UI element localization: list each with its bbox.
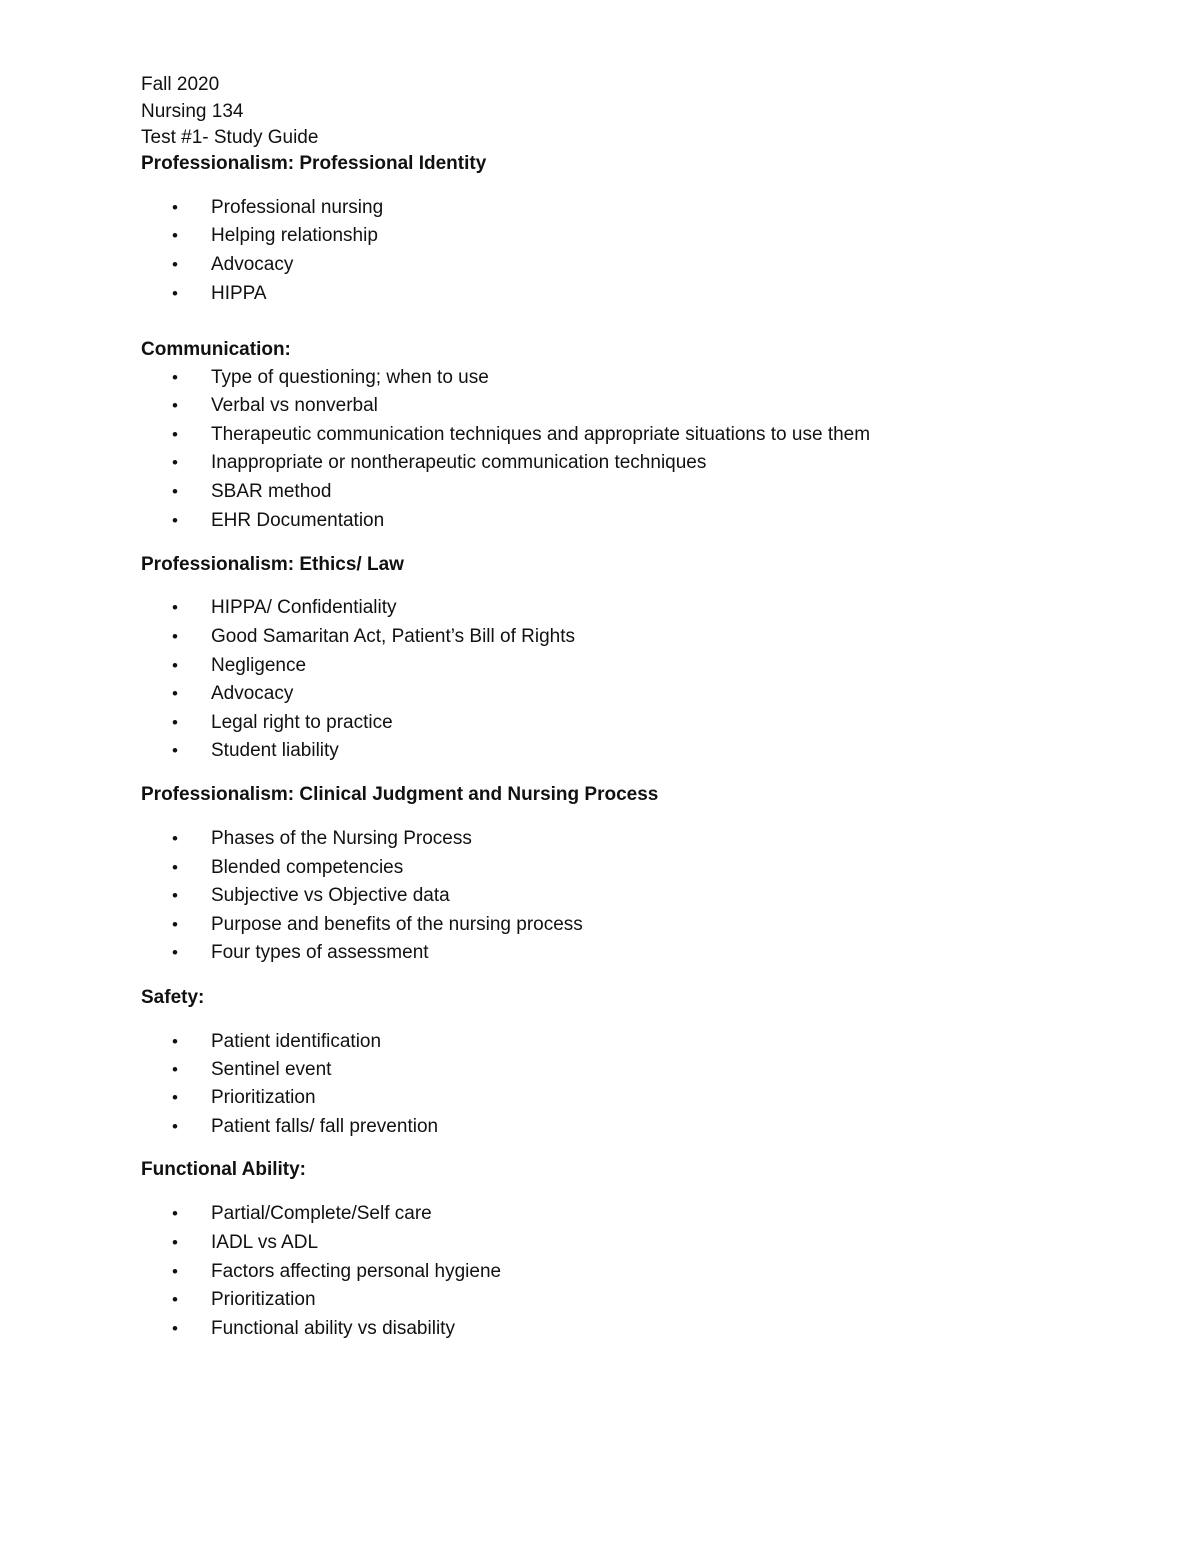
list-item: • Advocacy	[172, 683, 294, 704]
bullet-icon: •	[172, 368, 178, 387]
section-heading-ethics-law: Professionalism: Ethics/ Law	[141, 554, 404, 575]
bullet-icon: •	[172, 684, 178, 703]
list-item: • Professional nursing	[172, 197, 384, 218]
bullet-icon: •	[172, 829, 178, 848]
list-item: • Negligence	[172, 655, 307, 676]
bullet-icon: •	[172, 943, 178, 962]
bullet-icon: •	[172, 511, 178, 530]
term-line: Fall 2020	[141, 74, 220, 95]
section-heading-professional-identity: Professionalism: Professional Identity	[141, 153, 487, 174]
bullet-icon: •	[172, 741, 178, 760]
document-title: Test #1- Study Guide	[141, 127, 319, 148]
section-heading-safety: Safety:	[141, 987, 205, 1008]
section-heading-clinical-judgment: Professionalism: Clinical Judgment and Nursing Process	[141, 784, 659, 805]
list-item: • EHR Documentation	[172, 510, 385, 531]
list-item: • Legal right to practice	[172, 712, 393, 733]
bullet-icon: •	[172, 713, 178, 732]
bullet-icon: •	[172, 656, 178, 675]
list-item: • Good Samaritan Act, Patient’s Bill of Rights	[172, 626, 575, 647]
list-item: • HIPPA/ Confidentiality	[172, 597, 397, 618]
bullet-icon: •	[172, 1032, 178, 1051]
course-line: Nursing 134	[141, 101, 244, 122]
bullet-icon: •	[172, 396, 178, 415]
bullet-icon: •	[172, 226, 178, 245]
list-item: • Student liability	[172, 740, 339, 761]
list-item: • Patient falls/ fall prevention	[172, 1116, 439, 1137]
bullet-icon: •	[172, 1233, 178, 1252]
bullet-icon: •	[172, 886, 178, 905]
bullet-icon: •	[172, 1117, 178, 1136]
list-item: • Prioritization	[172, 1289, 316, 1310]
bullet-icon: •	[172, 1262, 178, 1281]
list-item: • Functional ability vs disability	[172, 1318, 455, 1339]
bullet-icon: •	[172, 915, 178, 934]
list-item: • Factors affecting personal hygiene	[172, 1261, 502, 1282]
list-item: • SBAR method	[172, 481, 332, 502]
bullet-icon: •	[172, 1060, 178, 1079]
list-item: • Prioritization	[172, 1087, 316, 1108]
list-item: • Advocacy	[172, 254, 294, 275]
bullet-icon: •	[172, 198, 178, 217]
list-item: • Subjective vs Objective data	[172, 885, 450, 906]
bullet-icon: •	[172, 858, 178, 877]
list-item: • Patient identification	[172, 1031, 382, 1052]
bullet-icon: •	[172, 1290, 178, 1309]
bullet-icon: •	[172, 1204, 178, 1223]
bullet-icon: •	[172, 598, 178, 617]
list-item: • HIPPA	[172, 283, 267, 304]
section-heading-functional-ability: Functional Ability:	[141, 1159, 307, 1180]
list-item: • Therapeutic communication techniques and appropriate situations to use them	[172, 424, 871, 445]
list-item: • IADL vs ADL	[172, 1232, 319, 1253]
list-item: • Inappropriate or nontherapeutic communication techniques	[172, 452, 707, 473]
bullet-icon: •	[172, 1319, 178, 1338]
bullet-icon: •	[172, 627, 178, 646]
list-item: • Helping relationship	[172, 225, 378, 246]
list-item: • Purpose and benefits of the nursing process	[172, 914, 583, 935]
bullet-icon: •	[172, 425, 178, 444]
list-item: • Sentinel event	[172, 1059, 332, 1080]
bullet-icon: •	[172, 284, 178, 303]
bullet-icon: •	[172, 453, 178, 472]
list-item: • Partial/Complete/Self care	[172, 1203, 432, 1224]
list-item: • Blended competencies	[172, 857, 404, 878]
bullet-icon: •	[172, 255, 178, 274]
list-item: • Phases of the Nursing Process	[172, 828, 472, 849]
section-heading-communication: Communication:	[141, 339, 291, 360]
bullet-icon: •	[172, 1088, 178, 1107]
list-item: • Verbal vs nonverbal	[172, 395, 378, 416]
list-item: • Four types of assessment	[172, 942, 429, 963]
bullet-icon: •	[172, 482, 178, 501]
list-item: • Type of questioning; when to use	[172, 367, 489, 388]
